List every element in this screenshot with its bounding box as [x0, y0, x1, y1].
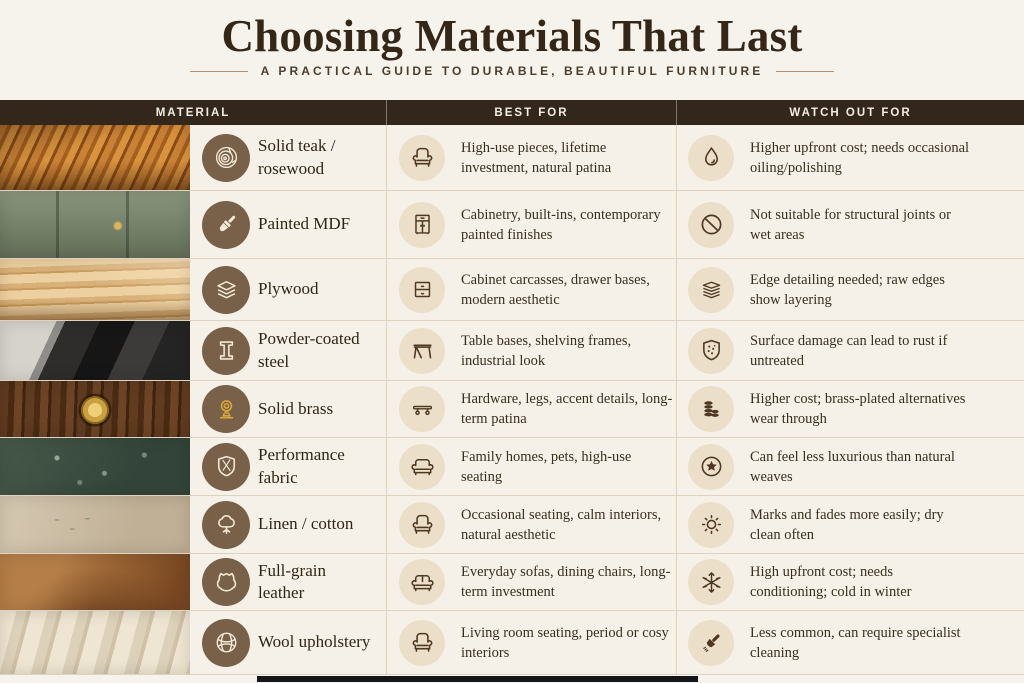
best-for-cell: [387, 438, 677, 495]
drawers-icon: [399, 267, 445, 313]
watch-out-cell: [677, 438, 1024, 495]
decorative-line-left: [190, 71, 248, 72]
material-name: Painted MDF: [258, 214, 351, 234]
best-for-text: Cabinetry, built-ins, contemporary painted finishes: [461, 206, 661, 243]
sheets-icon: [688, 267, 734, 313]
shield-weave-icon: [202, 443, 250, 491]
material-photo: [0, 125, 190, 190]
material-photo: [0, 321, 190, 380]
watch-out-text: Higher upfront cost; needs occasional oiling/polishing: [750, 139, 970, 176]
best-for-text: High-use pieces, lifetime investment, natural patina: [461, 139, 612, 176]
material-cell: [190, 191, 387, 258]
material-name: Powder-coated steel: [258, 329, 360, 371]
i-beam-icon: [202, 327, 250, 375]
sofa-icon: [399, 444, 445, 490]
material-name: Linen / cotton: [258, 514, 354, 534]
best-for-cell: [387, 554, 677, 610]
decorative-line-right: [776, 71, 834, 72]
best-for-text: Occasional seating, calm interiors, natural aesthetic: [461, 506, 662, 543]
sun-icon: [688, 502, 734, 548]
best-for-cell: [387, 125, 677, 190]
watch-out-text: Less common, can require specialist cleaning: [750, 624, 961, 661]
table-row: [0, 191, 1024, 259]
material-cell: [190, 381, 387, 437]
material-photo: [0, 554, 190, 610]
best-for-cell: [387, 381, 677, 437]
material-photo: [0, 496, 190, 553]
table-row: [0, 611, 1024, 675]
best-for-cell: [387, 611, 677, 674]
watch-out-text: Higher cost; brass-plated alternatives wear through: [750, 391, 966, 427]
material-name: Wool upholstery: [258, 632, 371, 652]
layers-icon: [202, 266, 250, 314]
paintbrush-icon: [202, 201, 250, 249]
table-row: [0, 438, 1024, 496]
bottom-bar: [257, 676, 698, 682]
cabinet-icon: [399, 202, 445, 248]
column-header-watch-out-for: WATCH OUT FOR: [789, 106, 912, 119]
material-name: Plywood: [258, 279, 319, 299]
best-for-cell: [387, 191, 677, 258]
watch-out-cell: [677, 381, 1024, 437]
material-cell: [190, 321, 387, 380]
watch-out-cell: [677, 321, 1024, 380]
material-cell: [190, 125, 387, 190]
armchair-icon: [399, 135, 445, 181]
material-photo: [0, 438, 190, 495]
material-photo: [0, 611, 190, 674]
material-photo: [0, 259, 190, 320]
material-cell: [190, 496, 387, 553]
material-name: Solid brass: [258, 398, 334, 418]
best-for-text: Family homes, pets, high-use seating: [461, 448, 632, 485]
material-cell: [190, 259, 387, 320]
table-header-row: [0, 100, 1024, 125]
material-photo: [0, 191, 190, 258]
loveseat-icon: [399, 559, 445, 605]
title-block: [0, 6, 1024, 78]
watch-out-text: Can feel less luxurious than natural weaves: [750, 448, 955, 485]
watch-out-cell: [677, 554, 1024, 610]
watch-out-text: Not suitable for structural joints or wet areas: [750, 206, 951, 243]
material-cell: [190, 611, 387, 674]
page-title: Choosing Materials That Last: [221, 11, 803, 61]
material-cell: [190, 438, 387, 495]
material-name: Solid teak / rosewood: [258, 136, 336, 178]
best-for-text: Living room seating, period or cosy interiors: [461, 624, 669, 661]
watch-out-cell: [677, 259, 1024, 320]
watch-out-cell: [677, 611, 1024, 674]
no-entry-icon: [688, 202, 734, 248]
water-drop-icon: [688, 135, 734, 181]
rail-icon: [399, 386, 445, 432]
watch-out-text: Edge detailing needed; raw edges show layering: [750, 271, 945, 308]
table-row: [0, 554, 1024, 611]
column-header-material: MATERIAL: [0, 100, 387, 125]
yarn-icon: [202, 619, 250, 667]
materials-table: [0, 100, 1024, 675]
subtitle-row: [0, 64, 1024, 78]
best-for-cell: [387, 259, 677, 320]
best-for-text: Table bases, shelving frames, industrial look: [461, 332, 632, 369]
watch-out-cell: [677, 191, 1024, 258]
table-row: [0, 496, 1024, 554]
coins-icon: [688, 386, 734, 432]
best-for-text: Hardware, legs, accent details, long-term patina: [461, 391, 673, 427]
table-icon: [399, 328, 445, 374]
snowflake-icon: [688, 559, 734, 605]
material-name: Performance fabric: [258, 445, 345, 487]
tree-rings-icon: [202, 134, 250, 182]
best-for-cell: [387, 496, 677, 553]
watch-out-text: Surface damage can lead to rust if untreated: [750, 332, 948, 369]
table-row: [0, 321, 1024, 381]
table-body: [0, 125, 1024, 675]
knob-icon: [202, 385, 250, 433]
armchair-icon: [399, 502, 445, 548]
brush-icon: [688, 620, 734, 666]
best-for-text: Cabinet carcasses, drawer bases, modern aesthetic: [461, 271, 650, 308]
column-header-best-for: BEST FOR: [387, 100, 677, 125]
hide-icon: [202, 558, 250, 606]
watch-out-text: Marks and fades more easily; dry clean often: [750, 506, 944, 543]
material-cell: [190, 554, 387, 610]
material-name: Full-grain leather: [258, 560, 326, 602]
armchair-icon: [399, 620, 445, 666]
table-row: [0, 125, 1024, 191]
table-row: [0, 381, 1024, 438]
best-for-cell: [387, 321, 677, 380]
watch-out-text: High upfront cost; needs conditioning; cold in winter: [750, 564, 912, 600]
material-photo: [0, 381, 190, 437]
cotton-icon: [202, 501, 250, 549]
watch-out-cell: [677, 496, 1024, 553]
star-circle-icon: [688, 444, 734, 490]
shield-dots-icon: [688, 328, 734, 374]
watch-out-cell: [677, 125, 1024, 190]
page-subtitle: A PRACTICAL GUIDE TO DURABLE, BEAUTIFUL FURNITURE: [260, 64, 764, 78]
best-for-text: Everyday sofas, dining chairs, long-term investment: [461, 564, 671, 600]
table-row: [0, 259, 1024, 321]
